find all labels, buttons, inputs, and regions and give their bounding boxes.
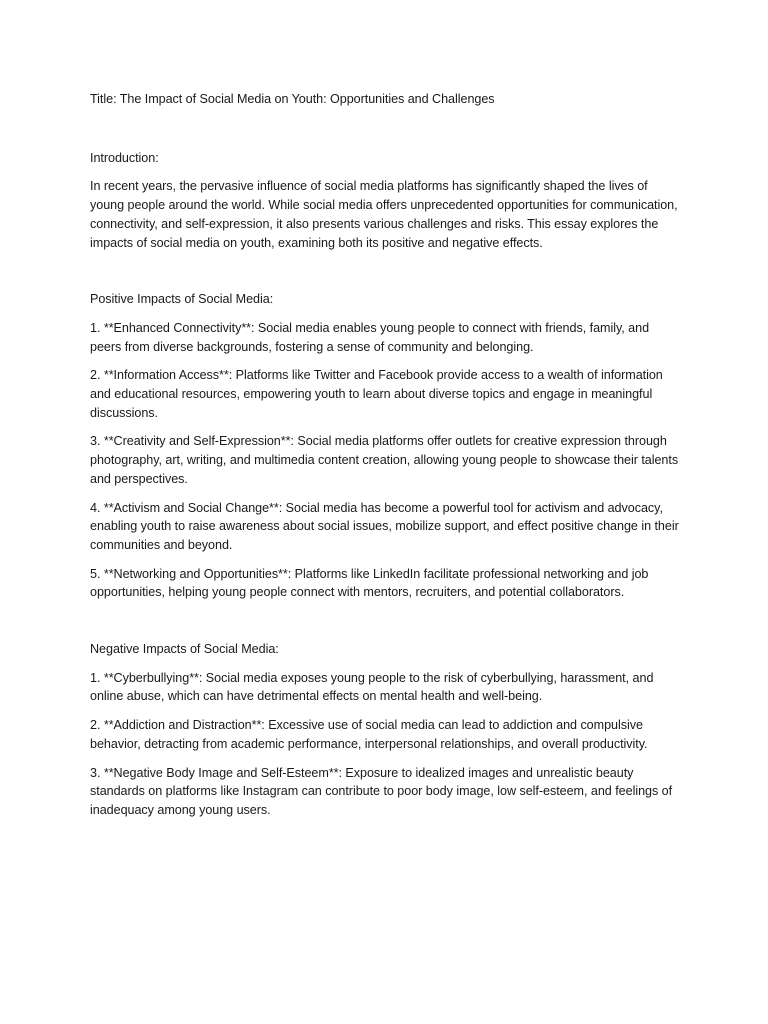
introduction-heading: Introduction:: [90, 150, 159, 165]
positive-item: 1. **Enhanced Connectivity**: Social media enables young people to connect with friends, family, and peers from diverse backgrounds, fostering a sense of community and belonging.: [90, 320, 650, 354]
positive-impacts-heading: Positive Impacts of Social Media:: [90, 292, 274, 307]
positive-item: 5. **Networking and Opportunities**: Platforms like LinkedIn facilitate professional networking and job opportunities, helping young people connect with mentors, recruiters, and potential collaborators.: [90, 566, 649, 600]
negative-item: 3. **Negative Body Image and Self-Esteem**: Exposure to idealized images and unrealistic beauty standards on platforms like Instagram can contribute to poor body image, low self-esteem, and feelings of inadequacy among young users.: [90, 765, 673, 817]
negative-impacts-heading: Negative Impacts of Social Media:: [90, 642, 279, 657]
introduction-paragraph: In recent years, the pervasive influence of social media platforms has significantly shaped the lives of young people around the world. While social media offers unprecedented opportunities for communication, connectivity, and self-expression, it also presents various challenges and risks. This essay explores the impacts of social media on youth, examining both its positive and negative effects.: [90, 179, 678, 250]
negative-item: 1. **Cyberbullying**: Social media exposes young people to the risk of cyberbullying, harassment, and online abuse, which can have detrimental effects on mental health and well-being.: [90, 670, 654, 704]
positive-item: 3. **Creativity and Self-Expression**: Social media platforms offer outlets for creative expression through photography, art, writing, and multimedia content creation, allowing young people to showcase their talents and perspectives.: [90, 434, 679, 486]
positive-item: 4. **Activism and Social Change**: Social media has become a powerful tool for activism and advocacy, enabling youth to raise awareness about social issues, mobilize support, and effect positive change in their communities and beyond.: [90, 500, 679, 552]
document-title: Title: The Impact of Social Media on Youth: Opportunities and Challenges: [90, 92, 495, 106]
document-body: [90, 90, 682, 830]
negative-item: 2. **Addiction and Distraction**: Excessive use of social media can lead to addiction and compulsive behavior, detracting from academic performance, interpersonal relationships, and overall productivity.: [90, 718, 648, 751]
positive-item: 2. **Information Access**: Platforms like Twitter and Facebook provide access to a wealth of information and educational resources, empowering youth to learn about diverse topics and engage in meaningful discussions.: [90, 368, 663, 420]
